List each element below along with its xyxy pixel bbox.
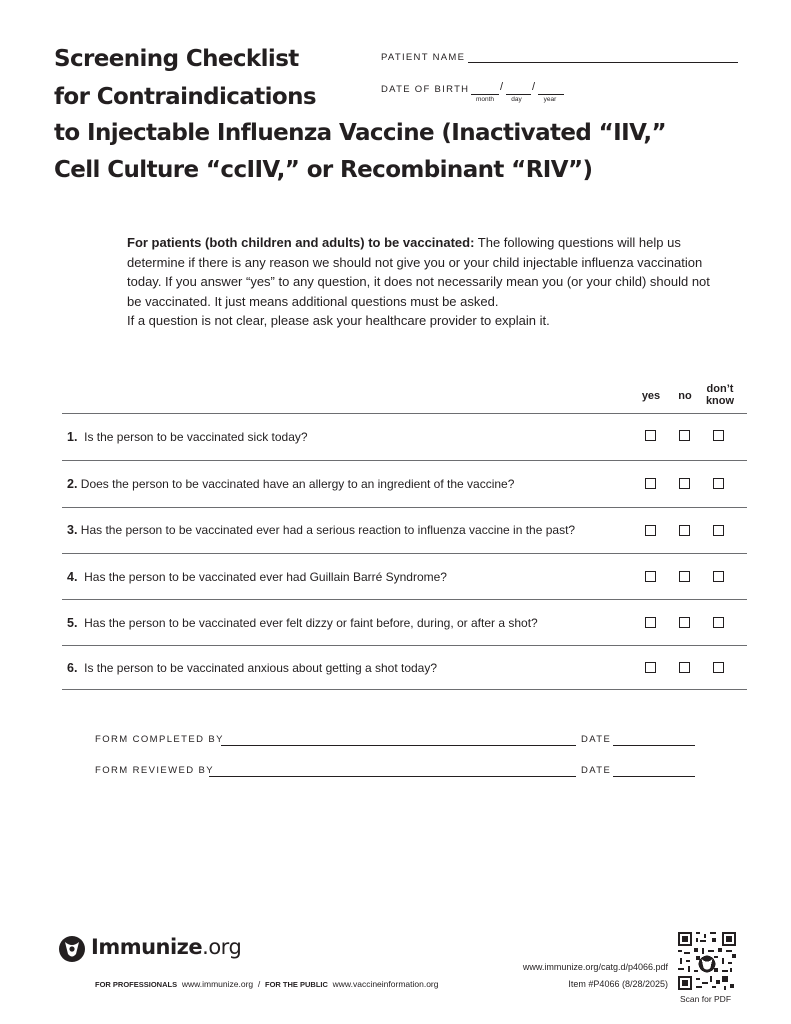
q2-dont-know-checkbox[interactable] [713, 478, 724, 489]
question-row-5 [67, 616, 538, 630]
table-rule [62, 599, 747, 600]
question-row-1 [67, 430, 308, 444]
reviewed-date-label: DATE [581, 765, 612, 776]
question-row-6 [67, 661, 437, 675]
question-row-3 [67, 523, 575, 537]
question-number: 5. [67, 616, 78, 630]
form-completed-field[interactable] [221, 745, 576, 746]
q5-yes-checkbox[interactable] [645, 617, 656, 628]
patient-name-field[interactable] [468, 62, 738, 63]
dob-year-field[interactable] [538, 94, 564, 95]
intro-last-line: If a question is not clear, please ask your healthcare provider to explain it. [127, 313, 550, 328]
table-rule [62, 413, 747, 414]
question-number: 1. [67, 430, 78, 444]
dob-slash-2: / [532, 81, 536, 93]
pdf-link[interactable]: www.immunize.org/catg.d/p4066.pdf [522, 962, 668, 972]
question-number: 4. [67, 570, 78, 584]
table-rule [62, 460, 747, 461]
form-reviewed-label: FORM REVIEWED BY [95, 765, 214, 776]
qr-code-icon[interactable] [678, 932, 736, 990]
q3-yes-checkbox[interactable] [645, 525, 656, 536]
dob-month-hint: month [475, 96, 495, 103]
q4-no-checkbox[interactable] [679, 571, 690, 582]
column-yes-header: yes [641, 390, 661, 402]
dob-day-hint: day [511, 96, 522, 103]
question-number: 6. [67, 661, 78, 675]
immunize-logo-icon [58, 935, 86, 963]
professionals-link[interactable]: www.immunize.org [181, 979, 254, 989]
column-dont-know-header [700, 383, 740, 407]
dob-month-field[interactable] [471, 94, 499, 95]
dont-know-line-2: know [705, 395, 735, 407]
reviewed-date-field[interactable] [613, 776, 695, 777]
title-line-3: to Injectable Influenza Vaccine (Inactivated “IIV,” [54, 120, 666, 146]
q4-dont-know-checkbox[interactable] [713, 571, 724, 582]
question-row-4 [67, 570, 447, 584]
table-rule [62, 689, 747, 690]
column-no-header: no [678, 390, 692, 402]
q3-no-checkbox[interactable] [679, 525, 690, 536]
dont-know-line-1: don’t [706, 383, 734, 395]
public-label: FOR THE PUBLIC [265, 980, 328, 989]
title-line-1: Screening Checklist [54, 46, 299, 72]
question-row-2 [67, 477, 514, 491]
form-completed-label: FORM COMPLETED BY [95, 734, 224, 745]
item-number: Item #P4066 (8/28/2025) [568, 979, 668, 989]
question-text: Has the person to be vaccinated ever had Guillain Barré Syndrome? [84, 570, 447, 584]
dob-year-hint: year [543, 96, 557, 103]
title-line-4: Cell Culture “ccIIV,” or Recombinant “RIV”) [54, 157, 593, 183]
q2-no-checkbox[interactable] [679, 478, 690, 489]
q3-dont-know-checkbox[interactable] [713, 525, 724, 536]
form-reviewed-field[interactable] [209, 776, 576, 777]
question-text: Is the person to be vaccinated sick today? [84, 430, 308, 444]
dob-day-field[interactable] [506, 94, 531, 95]
q1-yes-checkbox[interactable] [645, 430, 656, 441]
intro-paragraph [127, 233, 727, 331]
q1-dont-know-checkbox[interactable] [713, 430, 724, 441]
title-line-2: for Contraindications [54, 84, 316, 110]
intro-bold-lead: For patients (both children and adults) to be vaccinated: [127, 235, 475, 250]
intro-body: The following questions will help us determine if there is any reason we should not give you or your child injectable influenza vaccination today. If you answer “yes” to any question, it does not necessarily mean you (or your child) should not be vaccinated. It just means additional questions must be asked. [127, 235, 710, 309]
professionals-label: FOR PROFESSIONALS [95, 980, 178, 989]
question-number: 2. [67, 477, 78, 491]
completed-date-field[interactable] [613, 745, 695, 746]
public-link[interactable]: www.vaccineinformation.org [332, 979, 439, 989]
q5-no-checkbox[interactable] [679, 617, 690, 628]
question-text: Has the person to be vaccinated ever felt dizzy or faint before, during, or after a shot? [84, 616, 538, 630]
q1-no-checkbox[interactable] [679, 430, 690, 441]
dob-slash-1: / [500, 81, 504, 93]
dob-label: DATE OF BIRTH [381, 84, 470, 95]
question-text: Is the person to be vaccinated anxious about getting a shot today? [84, 661, 438, 675]
scan-for-pdf-label: Scan for PDF [680, 994, 732, 1004]
q6-no-checkbox[interactable] [679, 662, 690, 673]
q6-dont-know-checkbox[interactable] [713, 662, 724, 673]
question-number: 3. [67, 523, 78, 537]
q6-yes-checkbox[interactable] [645, 662, 656, 673]
table-rule [62, 553, 747, 554]
q4-yes-checkbox[interactable] [645, 571, 656, 582]
q5-dont-know-checkbox[interactable] [713, 617, 724, 628]
q2-yes-checkbox[interactable] [645, 478, 656, 489]
completed-date-label: DATE [581, 734, 612, 745]
table-rule [62, 645, 747, 646]
question-text: Does the person to be vaccinated have an allergy to an ingredient of the vaccine? [80, 477, 515, 491]
footer-links [95, 979, 438, 989]
immunize-logo-text: Immunize.org [91, 935, 242, 959]
question-text: Has the person to be vaccinated ever had a serious reaction to influenza vaccine in the past? [80, 523, 576, 537]
footer-separator: / [257, 979, 261, 989]
patient-name-label: PATIENT NAME [381, 52, 466, 63]
table-rule [62, 507, 747, 508]
